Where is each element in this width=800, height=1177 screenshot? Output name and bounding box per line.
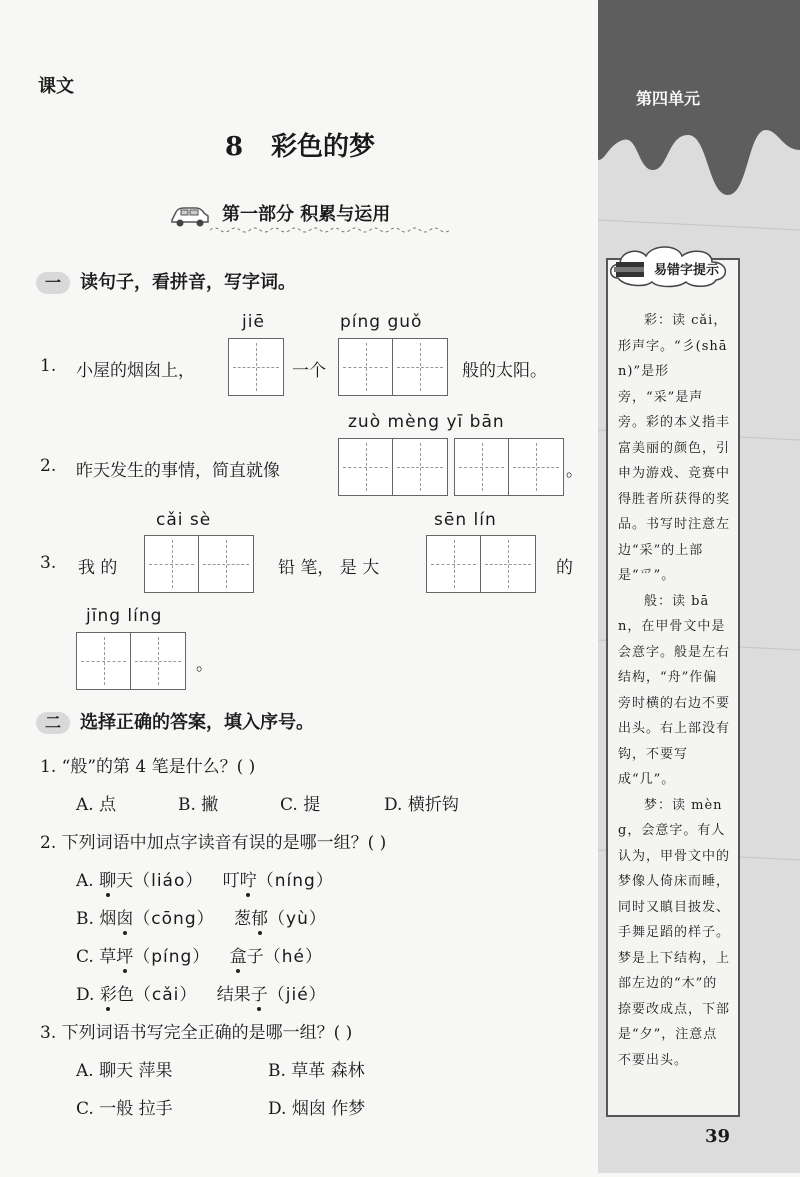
pinyin: （hé） [263,947,323,967]
unit-title: 第四单元 [635,89,700,108]
option-key: A. [76,871,94,891]
s2-q2-option-a [76,866,334,891]
dotted-char: 子 [250,985,268,1005]
tip-header [608,244,732,288]
s2-q3-option-b: B. 草革 森林 [268,1061,365,1081]
word-char: 结果 [216,985,251,1005]
lesson-title [0,126,600,163]
pinyin: （jié） [267,985,327,1005]
dotted-char: 郁 [251,909,269,929]
q3-text-b: 铅 笔， 是 大 [278,558,380,578]
tip-text [618,308,730,1073]
answer-box-yiban[interactable] [454,438,564,496]
word-char: 天 [116,871,134,891]
q3-text-c: 的 [556,558,573,578]
section2-number: 二 [36,712,70,734]
lesson-title-text: 彩色的梦 [271,132,376,162]
s2-q2-option-b [76,904,327,929]
word-char: 烟 [99,909,117,929]
pinyin: （níng） [256,871,334,891]
pinyin-zuomeng-yiban: zuò mèng yī bān [348,412,505,432]
s2-q3-option-d: D. 烟囱 作梦 [268,1099,366,1119]
pinyin-senlin: sēn lín [434,510,497,530]
pinyin: （yù） [268,909,327,929]
word-char: 葱 [234,909,252,929]
tip-title: 易错字提示 [654,263,720,278]
s2-q2-option-c [76,942,323,967]
pinyin-caise: cǎi sè [156,510,212,530]
section1-heading [36,268,296,294]
pinyin: （píng） [133,947,211,967]
answer-box-jie[interactable] [228,338,284,396]
pinyin: （liáo） [133,871,204,891]
section1-number: 一 [36,272,70,294]
q3-text-a: 我 的 [78,558,118,578]
q1-text-b: 一个 [292,361,326,381]
answer-box-jingling[interactable] [76,632,186,690]
lesson-number: 8 [224,132,244,162]
s2-q1-option-b: B. 撇 [178,795,219,815]
answer-box-senlin[interactable] [426,535,536,593]
s2-q2-option-d [76,980,327,1005]
q2-number: 2. [40,456,57,476]
pinyin: （cōng） [133,909,215,929]
s2-q3-text: 3. 下列词语书写完全正确的是哪一组？( ) [40,1023,353,1043]
option-key: D. [76,985,95,1005]
q2-text-end: 。 [566,461,583,481]
option-key: B. [76,909,94,929]
answer-box-zuomeng[interactable] [338,438,448,496]
pinyin-jingling: jīng líng [86,606,163,626]
part-title [150,198,450,238]
dotted-char: 坪 [116,947,134,967]
q2-text-a: 昨天发生的事情，简直就像 [76,461,280,481]
q3-number: 3. [40,553,57,573]
dotted-char: 彩 [99,985,117,1005]
s2-q3-option-a: A. 聊天 萍果 [76,1061,173,1081]
s2-q1-option-c: C. 提 [280,795,321,815]
pinyin: （cǎi） [133,985,198,1005]
option-key: C. [76,947,94,967]
car-icon [168,204,212,228]
q1-text-c: 般的太阳。 [462,361,547,381]
tip-ban: 般：读 bān，在甲骨文中是会意字。般是左右结构，“舟”作偏旁时横的右边不要出头。右上部没有钩，不要写成“几”。 [618,593,731,787]
s2-q3-option-c: C. 一般 拉手 [76,1099,173,1119]
s2-q1-option-a: A. 点 [76,795,117,815]
answer-box-pingguo[interactable] [338,338,448,396]
pinyin-pingguo: píng guǒ [340,312,423,332]
section-label: 课文 [38,76,74,97]
s2-q1-text: 1. “般”的第 4 笔是什么？( ) [40,757,256,777]
tip-meng: 梦：读 mèng，会意字。有人认为，甲骨文中的梦像人倚床而睡，同时又瞋目披发、手舞足蹈的样子。梦是上下结构，上部左边的“木”的捺要改成点，下部是“夕”，注意点不要出头。 [618,797,731,1068]
word-char: 叮 [222,871,240,891]
word-char: 子 [246,947,264,967]
section2-heading-text: 选择正确的答案，填入序号。 [80,712,314,733]
page-number: 39 [705,1126,731,1147]
answer-box-caise[interactable] [144,535,254,593]
q1-text-a: 小屋的烟囱上， [76,361,195,381]
dotted-char: 聊 [99,871,117,891]
q3-text-end: 。 [196,655,213,675]
dotted-char: 囱 [116,909,134,929]
pinyin-jie: jiē [242,312,265,332]
dotted-char: 咛 [239,871,257,891]
section1-heading-text: 读句子，看拼音，写字词。 [80,272,296,293]
part-title-text: 第一部分 积累与运用 [222,204,391,225]
tip-cai: 彩：读 cǎi，形声字。“彡(shān)”是形旁，“采”是声旁。彩的本义指丰富美丽的颜色，引申为游戏、竞赛中得胜者所获得的奖品。书写时注意左边“采”的上部是“爫”。 [618,313,731,583]
q1-number: 1. [40,356,57,376]
word-char: 色 [116,985,134,1005]
word-char: 草 [99,947,117,967]
s2-q1-option-d: D. 横折钩 [384,795,459,815]
s2-q2-text: 2. 下列词语中加点字读音有误的是哪一组？( ) [40,833,387,853]
wave-divider [210,226,450,234]
section2-heading [36,708,314,734]
dotted-char: 盒 [229,947,247,967]
